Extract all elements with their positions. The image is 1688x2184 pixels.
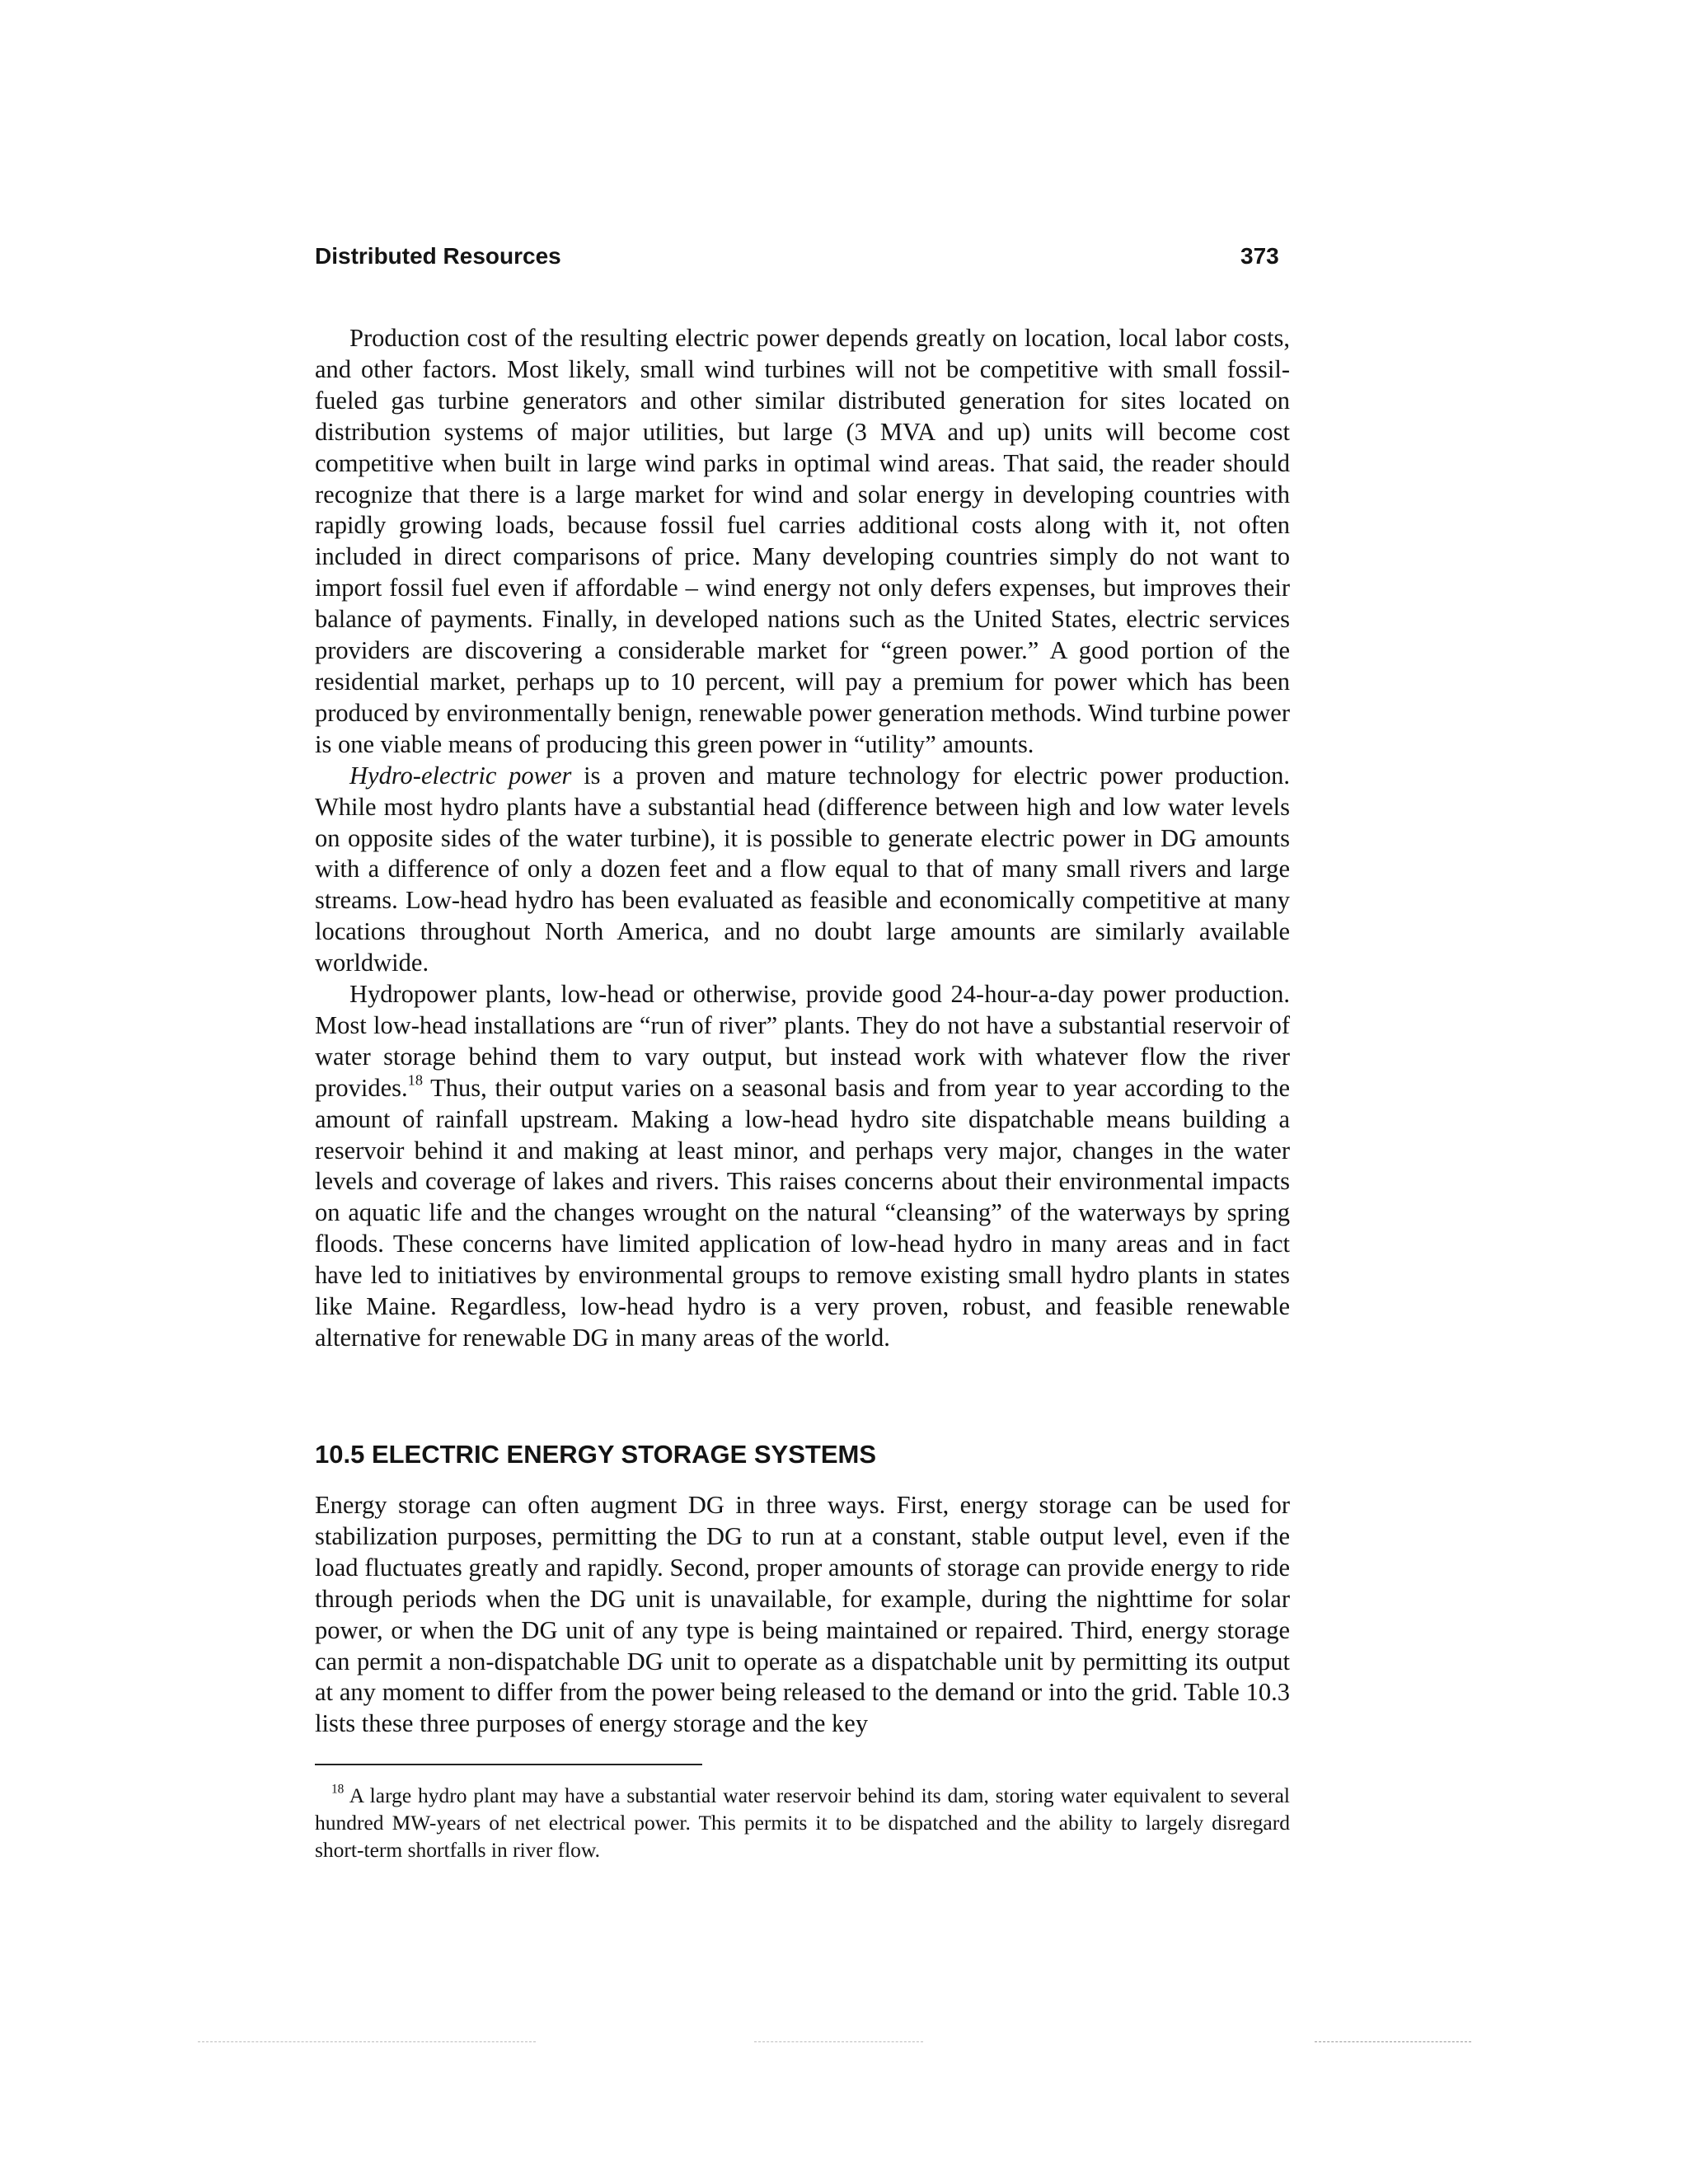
paragraph-hydropower-text-1: Hydropower plants, low-head or otherwise, provide good 24-hour-a-day power production. Most low-head installations are “run of river” plants. They do not have a substantial reservoir of water storage behind them to vary output, but instead work with whatever flow the river provides. <box>315 980 1290 1102</box>
paragraph-hydro-electric-text: is a proven and mature technology for electric power production. While most hydro plants have a substantial head (difference between high and low water levels on opposite sides of the water turbine), it is possible to generate electric power in DG amounts with a difference of only a dozen feet and a flow equal to that of many small rivers and large streams. Low-head hydro has been evaluated as feasible and economically competitive at many locations throughout North America, and no doubt large amounts are similarly available worldwide. <box>315 761 1290 977</box>
term-hydro-electric-power: Hydro-electric power <box>349 761 572 790</box>
section-text-block <box>315 1490 1290 1740</box>
scan-artifact-line <box>1315 2041 1471 2042</box>
running-header-title: Distributed Resources <box>315 243 561 269</box>
paragraph-energy-storage: Energy storage can often augment DG in three ways. First, energy storage can be used for stabilization purposes, permitting the DG to run at a constant, stable output level, even if the load fluctuates greatly and rapidly. Second, proper amounts of storage can provide energy to ride through periods when the DG unit is unavailable, for example, during the nighttime for solar power, or when the DG unit of any type is being maintained or repaired. Third, energy storage can permit a non-dispatchable DG unit to operate as a dispatchable unit by permitting its output at any moment to differ from the power being released to the demand or into the grid. Table 10.3 lists these three purposes of energy storage and the key <box>315 1491 1290 1738</box>
paragraph-hydro-electric <box>315 761 1290 979</box>
paragraph-wind-market: Production cost of the resulting electric power depends greatly on location, local labor costs, and other factors. Most likely, small wind turbines will not be competitive with small fossil-fueled gas turbine generators and other similar distributed generation for sites located on distribution systems of major utilities, but large (3 MVA and up) units will become cost competitive when built in large wind parks in optimal wind areas. That said, the reader should recognize that there is a large market for wind and solar energy in developing countries with rapidly growing loads, because fossil fuel carries additional costs along with it, not often included in direct comparisons of price. Many developing countries simply do not want to import fossil fuel even if affordable – wind energy not only defers expenses, but improves their balance of payments. Finally, in developed nations such as the United States, electric services providers are discovering a considerable market for “green power.” A good portion of the residential market, perhaps up to 10 percent, will pay a premium for power which has been produced by environmentally benign, renewable power generation methods. Wind turbine power is one viable means of producing this green power in “utility” amounts. <box>315 324 1290 758</box>
footnote-marker: 18 <box>331 1782 345 1797</box>
footnote-separator <box>315 1764 702 1765</box>
section-heading: 10.5 ELECTRIC ENERGY STORAGE SYSTEMS <box>315 1440 877 1469</box>
footnote <box>315 1782 1290 1863</box>
footnote-text: A large hydro plant may have a substantial water reservoir behind its dam, storing water equivalent to several hundred MW-years of net electrical power. This permits it to be dispatched and the ability to largely disregard short-term shortfalls in river flow. <box>315 1783 1290 1862</box>
scan-artifact-line <box>198 2041 536 2042</box>
footnote-reference[interactable]: 18 <box>407 1071 423 1089</box>
scan-artifact-line <box>754 2041 923 2042</box>
main-text-block <box>315 323 1290 1354</box>
paragraph-hydropower-plants <box>315 979 1290 1354</box>
paragraph-hydropower-text-2: Thus, their output varies on a seasonal basis and from year to year according to the amount of rainfall upstream. Making a low-head hydro site dispatchable means building a reservoir behind it and making at least minor, and perhaps very major, changes in the water levels and coverage of lakes and rivers. This raises concerns about their environmental impacts on aquatic life and the changes wrought on the natural “cleansing” of the waterways by spring floods. These concerns have limited application of low-head hydro in many areas and in fact have led to initiatives by environmental groups to remove existing small hydro plants in states like Maine. Regardless, low-head hydro is a very proven, robust, and feasible renewable alternative for renewable DG in many areas of the world. <box>315 1073 1290 1352</box>
page-number: 373 <box>1240 243 1279 269</box>
